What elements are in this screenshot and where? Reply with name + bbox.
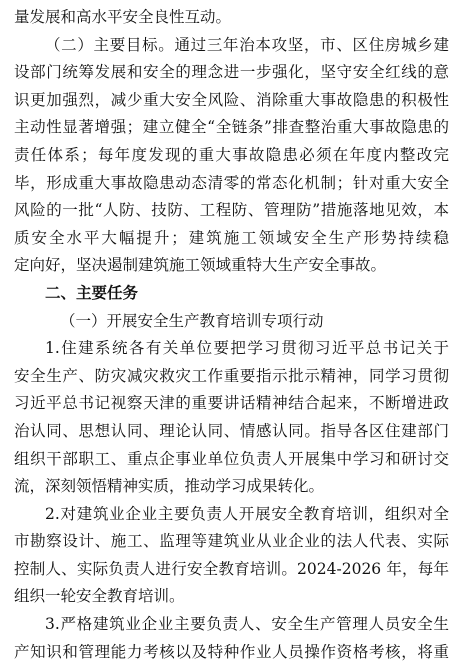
paragraph-line: 主动性显著增强；建立健全“全链条”排查整治重大事故隐患的 (14, 118, 449, 137)
paragraph-line: 识更加强烈，减少重大安全风险、消除重大事故隐患的积极性 (14, 90, 449, 109)
paragraph-line: 毕，形成重大事故隐患动态清零的常态化机制；针对重大安全 (14, 173, 449, 192)
paragraph-line: 2.对建筑业企业主要负责人开展安全教育培训，组织对全 (45, 504, 449, 523)
paragraph-line: 习近平总书记视察天津的重要讲话精神结合起来，不断增进政 (14, 394, 449, 413)
paragraph-line: （二）主要目标。通过三年治本攻坚，市、区住房城乡建 (45, 35, 449, 54)
paragraph-line: 安全生产、防灾减灾救灾工作重要指示批示精神，同学习贯彻 (14, 366, 449, 385)
paragraph-line: 1.住建系统各有关单位要把学习贯彻习近平总书记关于 (45, 339, 449, 358)
paragraph-line: 治认同、思想认同、理论认同、情感认同。指导各区住建部门 (14, 421, 449, 440)
paragraph-line: 组织干部职工、重点企事业单位负责人开展集中学习和研讨交 (14, 449, 449, 468)
subsection-heading: （一）开展安全生产教育培训专项行动 (60, 311, 324, 330)
paragraph-line: 责任体系；每年度发现的重大事故隐患必须在年度内整改完 (14, 145, 449, 164)
paragraph-line: 定向好，坚决遏制建筑施工领域重特大生产安全事故。 (14, 256, 387, 275)
paragraph-line: 量发展和高水平安全良性互动。 (14, 8, 232, 26)
paragraph-line: 市勘察设计、施工、监理等建筑业从业企业的法人代表、实际 (14, 532, 449, 551)
paragraph-line: 风险的一批“人防、技防、工程防、管理防”措施落地见效，本 (14, 201, 449, 220)
paragraph-line: 质安全水平大幅提升；建筑施工领域安全生产形势持续稳 (14, 228, 449, 247)
paragraph-line: 控制人、实际负责人进行安全教育培训。2024-2026 年，每年 (14, 559, 449, 578)
paragraph-line: 组织一轮安全教育培训。 (14, 587, 185, 606)
paragraph-line: 流，深刻领悟精神实质，推动学习成果转化。 (14, 477, 325, 496)
section-heading: 二、主要任务 (45, 283, 139, 302)
paragraph-line: 3.严格建筑业企业主要负责人、安全生产管理人员安全生 (45, 615, 449, 634)
paragraph-line: 产知识和管理能力考核以及特种作业人员操作资格考核，将重 (14, 642, 449, 661)
paragraph-line: 设部门统筹发展和安全的理念进一步强化，坚守安全红线的意 (14, 63, 449, 82)
